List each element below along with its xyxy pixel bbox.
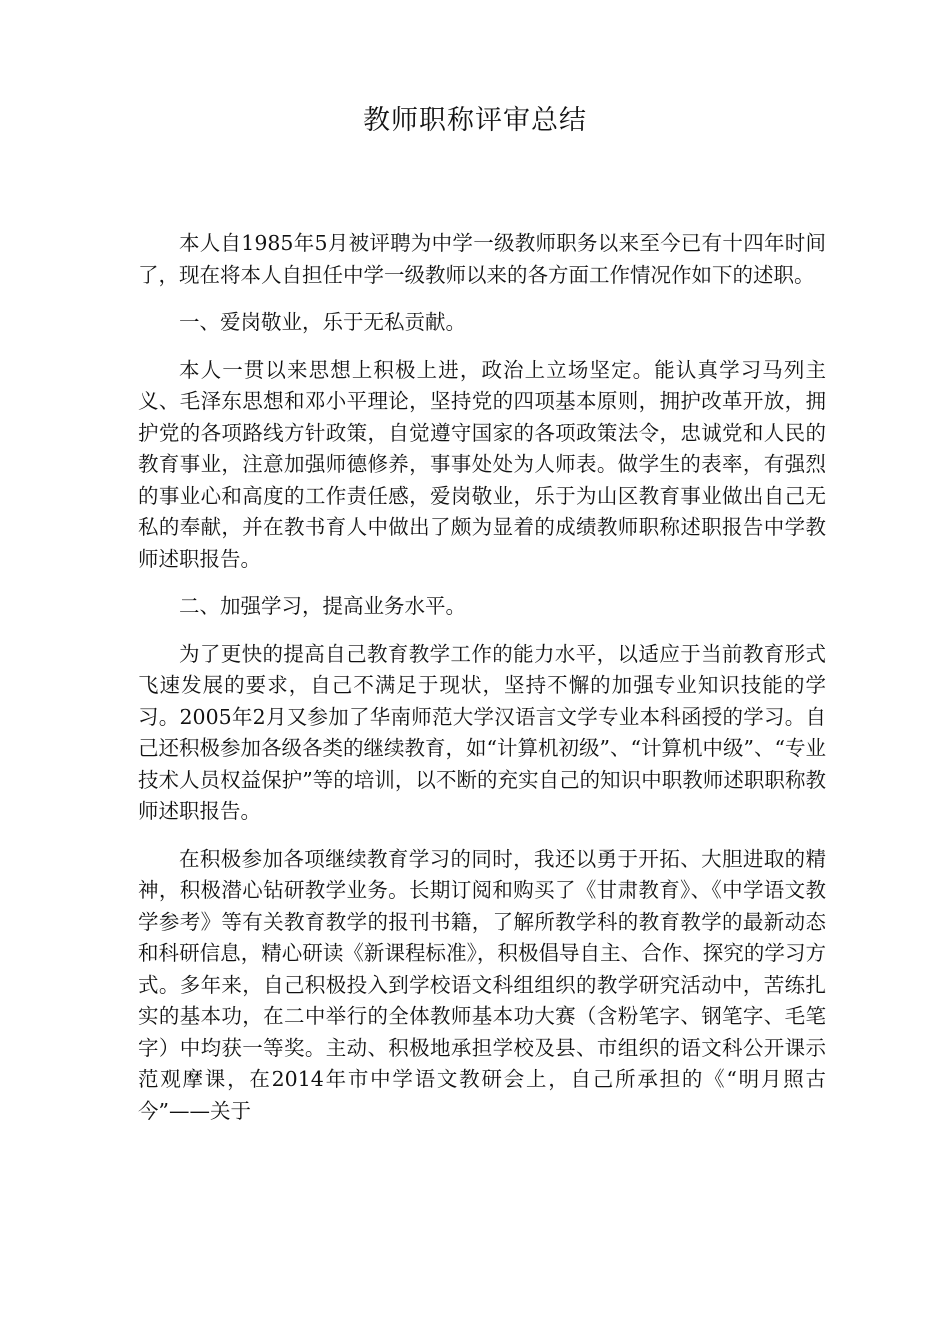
document-body xyxy=(138,228,826,1143)
paragraph-intro: 本人自1985年5月被评聘为中学一级教师职务以来至今已有十四年时间了，现在将本人自担任中学一级教师以来的各方面工作情况作如下的述职。 xyxy=(138,231,826,287)
paragraph-research: 在积极参加各项继续教育学习的同时，我还以勇于开拓、大胆进取的精神，积极潜心钻研教学业务。长期订阅和购买了《甘肃教育》、《中学语文教学参考》等有关教育教学的报刊书籍，了解所教学科的教育教学的最新动态和科研信息，精心研读《新课程标准》，积极倡导自主、合作、探究的学习方式。多年来，自己积极投入到学校语文科组组织的教学研究活动中，苦练扎实的基本功，在二中举行的全体教师基本功大赛（含粉笔字、钢笔字、毛笔字）中均获一等奖。主动、积极地承担学校及县、市组织的语文科公开课示范观摩课，在2014年市中学语文教研会上，自己所承担的《“明月照古今”——关于 xyxy=(138,846,826,1123)
paragraph-learning: 为了更快的提高自己教育教学工作的能力水平，以适应于当前教育形式飞速发展的要求，自己不满足于现状，坚持不懈的加强专业知识技能的学习。2005年2月又参加了华南师范大学汉语言文学专业本科函授的学习。自己还积极参加各级各类的继续教育，如“计算机初级”、“计算机中级”、“专业技术人员权益保护”等的培训，以不断的充实自己的知识中职教师述职职称教师述职报告。 xyxy=(138,641,826,823)
section-heading-1: 一、爱岗敬业，乐于无私贡献。 xyxy=(179,310,466,334)
section-heading-2: 二、加强学习，提高业务水平。 xyxy=(179,594,466,618)
paragraph-dedication: 本人一贯以来思想上积极上进，政治上立场坚定。能认真学习马列主义、毛泽东思想和邓小平理论，坚持党的四项基本原则，拥护改革开放，拥护党的各项路线方针政策，自觉遵守国家的各项政策法令，忠诚党和人民的教育事业，注意加强师德修养，事事处处为人师表。做学生的表率，有强烈的事业心和高度的工作责任感，爱岗敬业，乐于为山区教育事业做出自己无私的奉献，并在教书育人中做出了颇为显着的成绩教师职称述职报告中学教师述职报告。 xyxy=(138,357,826,571)
document-title: 教师职称评审总结 xyxy=(363,105,587,136)
